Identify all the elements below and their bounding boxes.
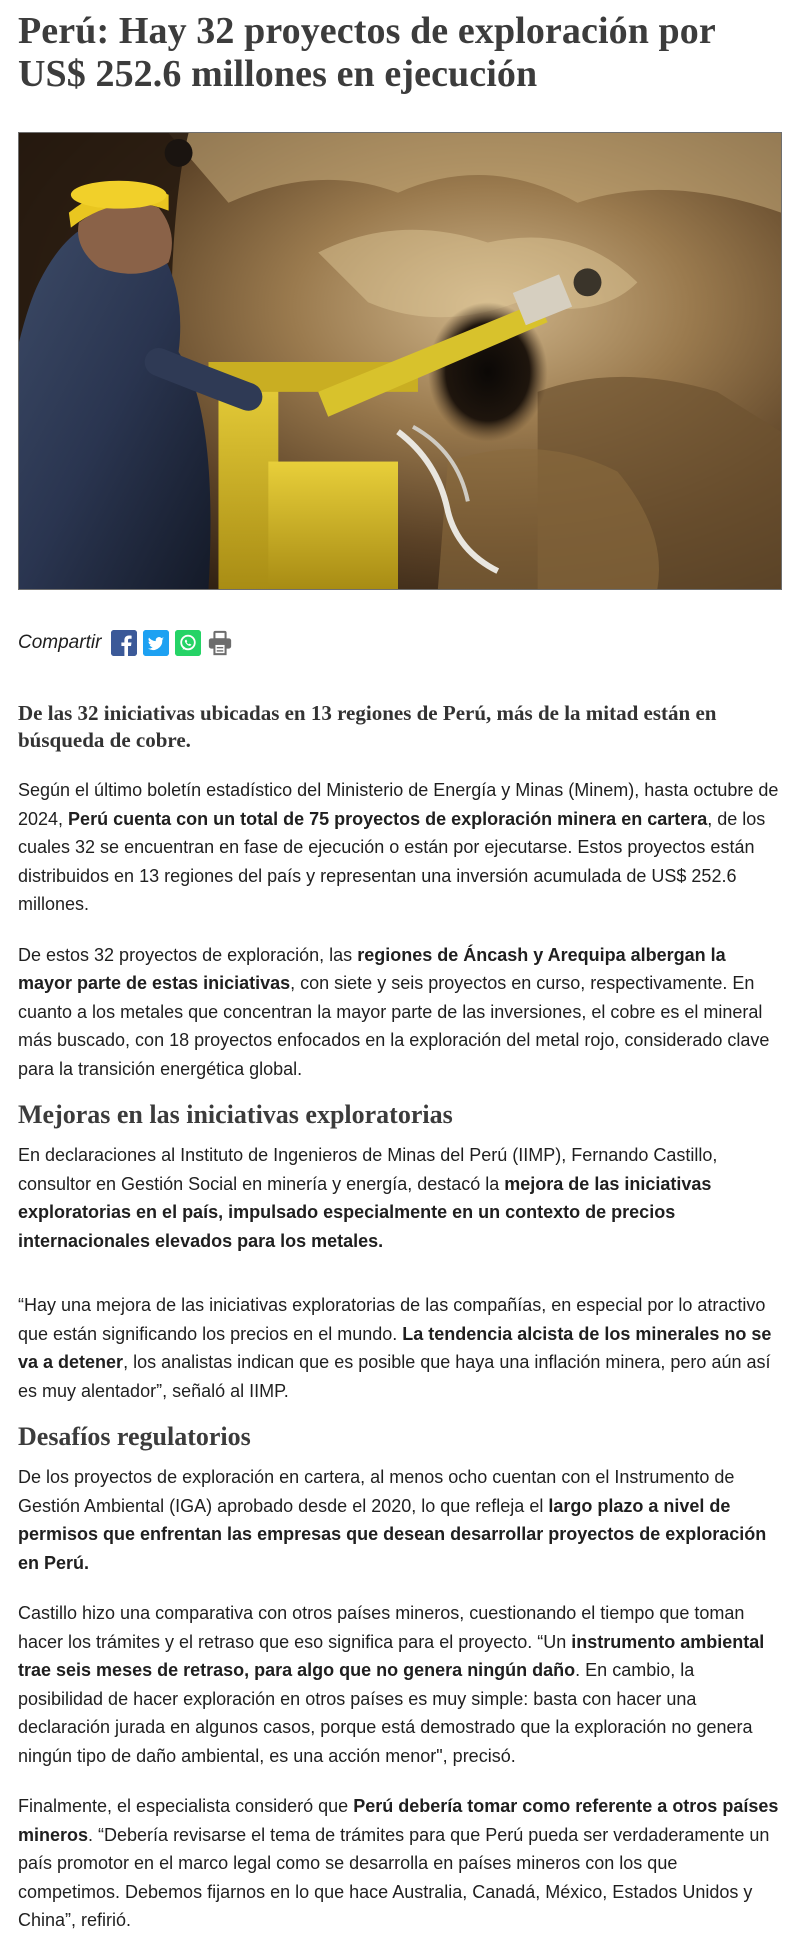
paragraph-text: . En cambio, la posibilidad de hacer exploración en otros países es muy simple: basta con hacer una declaración jurada en algunos casos, porque está demostrado que la exploración no genera ningún tipo de daño ambiental, es una acción menor", precisó.: [18, 1660, 753, 1766]
paragraph-bold: regiones de Áncash y Arequipa albergan la mayor parte de estas iniciativas: [18, 944, 726, 993]
paragraph-bold: La tendencia alcista de los minerales no se va a detener: [18, 1323, 772, 1372]
paragraph-text: , con siete y seis proyectos en curso, respectivamente. En cuanto a los metales que concentran la mayor parte de las inversiones, el cobre es el mineral más buscado, con 18 proyectos enfocados en la exploración del metal rojo, considerado clave para la transición energética global.: [18, 973, 770, 1079]
paragraph: [18, 1463, 782, 1577]
article: [18, 0, 782, 1935]
paragraph-text: Según el último boletín estadístico del Ministerio de Energía y Minas (Minem), hasta octubre de 2024,: [18, 780, 779, 829]
facebook-icon: [111, 630, 137, 656]
section-heading-mejoras: Mejoras en las iniciativas exploratorias: [18, 1100, 453, 1129]
print-icon: [207, 629, 233, 657]
print-button[interactable]: [207, 630, 233, 656]
paragraph-text: En declaraciones al Instituto de Ingenieros de Minas del Perú (IIMP), Fernando Castillo, consultor en Gestión Social en minería y energía, destacó la: [18, 1145, 718, 1194]
paragraph-text: Finalmente, el especialista consideró que: [18, 1796, 354, 1816]
section-heading-desafios: Desafíos regulatorios: [18, 1422, 251, 1451]
paragraph-bold: Perú cuenta con un total de 75 proyectos de exploración minera en cartera: [68, 808, 708, 829]
paragraph-bold: Perú debería tomar como referente a otros países mineros: [18, 1796, 779, 1845]
facebook-share-button[interactable]: [111, 630, 137, 656]
paragraph-text: , los analistas indican que es posible que haya una inflación minera, pero aún así es muy alentador”, señaló al IIMP.: [18, 1352, 771, 1401]
twitter-share-button[interactable]: [143, 630, 169, 656]
paragraph-text: De estos 32 proyectos de exploración, las: [18, 944, 358, 965]
paragraph-bold: mejora de las iniciativas exploratorias en el país, impulsado especialmente en un contexto de precios internacionales elevados para los metales.: [18, 1173, 712, 1251]
whatsapp-share-button[interactable]: [175, 630, 201, 656]
paragraph-text: “Hay una mejora de las iniciativas exploratorias de las compañías, en especial por lo atractivo que están significando los precios en el mundo.: [18, 1295, 766, 1344]
paragraph-quote: [18, 1291, 782, 1405]
share-label: Compartir: [18, 632, 102, 653]
paragraph: [18, 1792, 782, 1935]
paragraph-text: , de los cuales 32 se encuentran en fase de ejecución o están por ejecutarse. Estos proyectos están distribuidos en 13 regiones del país y representan una inversión acumulada de US$ 252.6 millones.: [18, 808, 766, 914]
paragraph-text: . “Debería revisarse el tema de trámites para que Perú pueda ser verdaderamente un país promotor en el marco legal como se desarrolla en países mineros con los que competimos. Debemos fijarnos en lo que hace Australia, Canadá, México, Estados Unidos y China”, refirió.: [18, 1824, 770, 1930]
paragraph: [18, 941, 782, 1084]
paragraph-bold: instrumento ambiental trae seis meses de retraso, para algo que no genera ningún daño: [18, 1631, 765, 1680]
share-bar: [18, 628, 782, 658]
twitter-icon: [143, 630, 169, 656]
paragraph-bold: largo plazo a nivel de permisos que enfrentan las empresas que desean desarrollar proyectos de exploración en Perú.: [18, 1495, 767, 1573]
article-title: Perú: Hay 32 proyectos de exploración por US$ 252.6 millones en ejecución: [18, 10, 716, 95]
paragraph-text: De los proyectos de exploración en cartera, al menos ocho cuentan con el Instrumento de Gestión Ambiental (IGA) aprobado desde el 2020, lo que refleja el: [18, 1467, 735, 1516]
article-lead: De las 32 iniciativas ubicadas en 13 regiones de Perú, más de la mitad están en búsqueda de cobre.: [18, 701, 717, 752]
whatsapp-icon: [175, 630, 201, 656]
hero-image-miner-drilling: [18, 132, 782, 590]
paragraph: [18, 1141, 782, 1255]
paragraph: [18, 1599, 782, 1770]
paragraph-text: Castillo hizo una comparativa con otros países mineros, cuestionando el tiempo que toman hacer los trámites y el retraso que eso significa para el proyecto. “Un: [18, 1603, 745, 1652]
paragraph: [18, 776, 782, 919]
